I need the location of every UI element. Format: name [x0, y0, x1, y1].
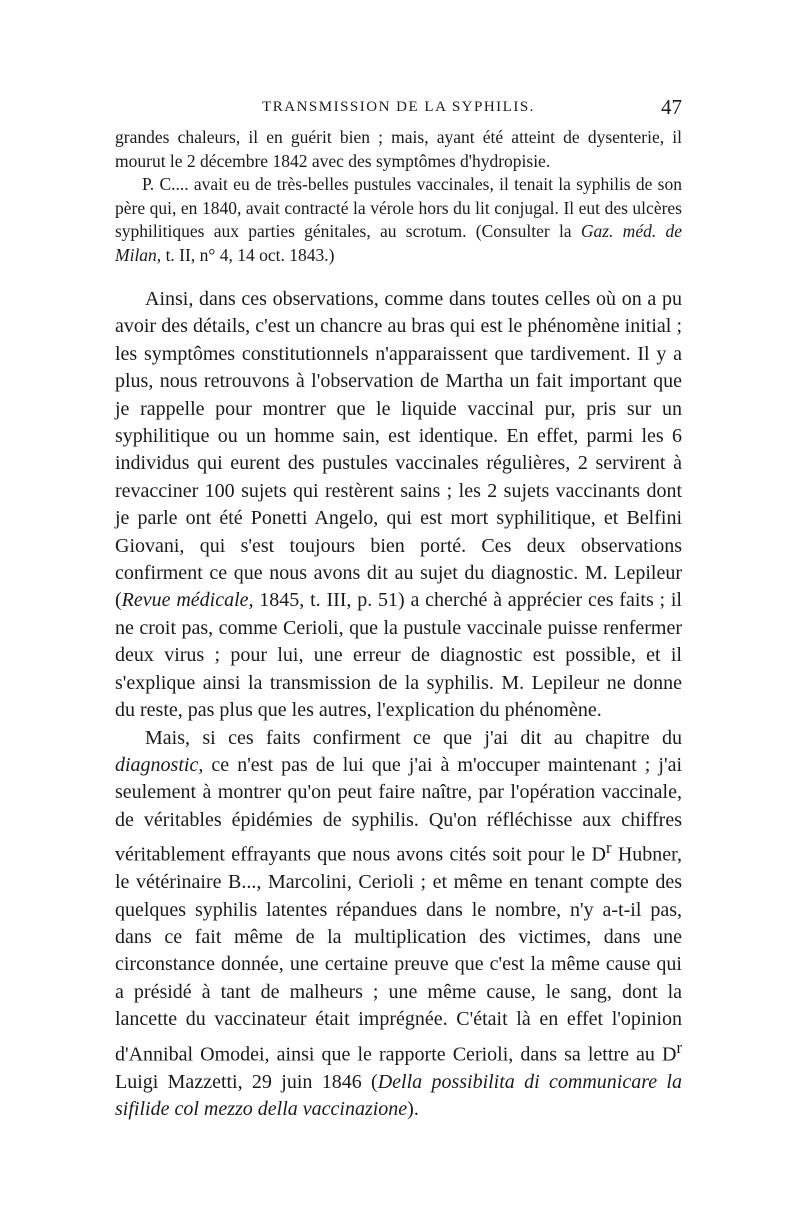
- body-p2-part-b: ce n'est pas de lui que j'ai à m'occuper maintenant ; j'ai seulement à montrer qu'on peut faire naître, par l'opération vaccinale, de véritables épidémies de syphilis. Qu'on réfléchisse aux chiffres véritablement effrayants que nous avons cités soit pour le D: [115, 753, 682, 866]
- journal-citation-revue: Revue médicale,: [121, 589, 254, 612]
- note-paragraph-pc: [115, 173, 682, 267]
- body-p1-part-a: Ainsi, dans ces observations, comme dans toutes celles où on a pu avoir des détails, c'est un chancre au bras qui est le phénomène initial ; les symptômes constitutionnels n'apparaissent que tardivement. Il y a plus, nous retrouvons à l'observation de Martha un fait important que je rappelle pour montrer que le liquide vaccinal pur, pris sur un syphilitique ou un homme sain, est identique. En effet, parmi les 6 individus qui eurent des pustules vaccinales régulières, 2 servirent à revacciner 100 sujets qui restèrent sains ; les 2 sujets vaccinants dont je parle ont été Ponetti Angelo, qui est mort syphilitique, et Belfini Giovani, qui s'est toujours bien porté. Ces deux observations confirment ce que nous avons dit au sujet du diagnostic. M. Lepileur (: [115, 288, 682, 612]
- main-text-block: [115, 286, 682, 1124]
- body-p2-part-c: Hubner, le vétérinaire B..., Marcolini, Cerioli ; et même en tenant compte des quelques syphilis latentes répandues dans le nombre, n'y a-t-il pas, dans ce fait même de la multiplication des victimes, dans une circonstance donnée, une certaine preuve que c'est la même cause qui a présidé à tant de malheurs ; une même cause, le sang, dont la lancette du vaccinateur était imprégnée. C'était là en effet l'opinion d'Annibal Omodei, ainsi que le rapporte Cerioli, dans sa lettre au D: [115, 843, 682, 1066]
- body-p2-part-e: ).: [407, 1098, 419, 1121]
- note-p1-text: grandes chaleurs, il en guérit bien ; mais, ayant été atteint de dysenterie, il mourut le 2 décembre 1842 avec des symptômes d'hydropisie.: [115, 127, 682, 171]
- running-head: [115, 95, 682, 121]
- cited-work-title: Della possibilita di communicare la sifilide col mezzo della vaccinazione: [115, 1070, 682, 1121]
- body-p2-part-a: Mais, si ces faits confirment ce que j'ai dit au chapitre du: [145, 726, 682, 749]
- diagnostic-emphasis: diagnostic,: [115, 753, 204, 776]
- note-p2-lead: P. C.... avait eu de très-belles pustules vaccinales, il tenait la syphilis de son père qui, en 1840, avait contracté la vérole hors du lit conjugal. Il eut des ulcères syphilitiques aux parties génitales, au scrotum. (Consulter la: [115, 174, 682, 241]
- body-paragraph-mais: [115, 725, 682, 1124]
- running-title: TRANSMISSION DE LA SYPHILIS.: [262, 99, 535, 115]
- case-note-block: [115, 126, 682, 267]
- body-p1-part-b: 1845, t. III, p. 51) a cherché à apprécier ces faits ; il ne croit pas, comme Cerioli, que la pustule vaccinale puisse renfermer deux virus ; pour lui, une erreur de diagnostic est possible, et il s'explique ainsi la transmission de la syphilis. M. Lepileur ne donne du reste, pas plus que les autres, l'explication du phénomène.: [115, 589, 682, 722]
- body-paragraph-ainsi: [115, 286, 682, 725]
- journal-citation-gazette: Gaz. méd. de Milan,: [115, 221, 682, 265]
- doctor-abbrev-sup-1: r: [605, 838, 612, 858]
- note-paragraph-continued: [115, 126, 682, 173]
- doctor-abbrev-sup-2: r: [676, 1037, 682, 1057]
- body-p2-part-d: Luigi Mazzetti, 29 juin 1846 (: [115, 1070, 378, 1093]
- page-number: 47: [661, 95, 682, 119]
- note-p2-tail: t. II, n° 4, 14 oct. 1843.): [161, 244, 335, 265]
